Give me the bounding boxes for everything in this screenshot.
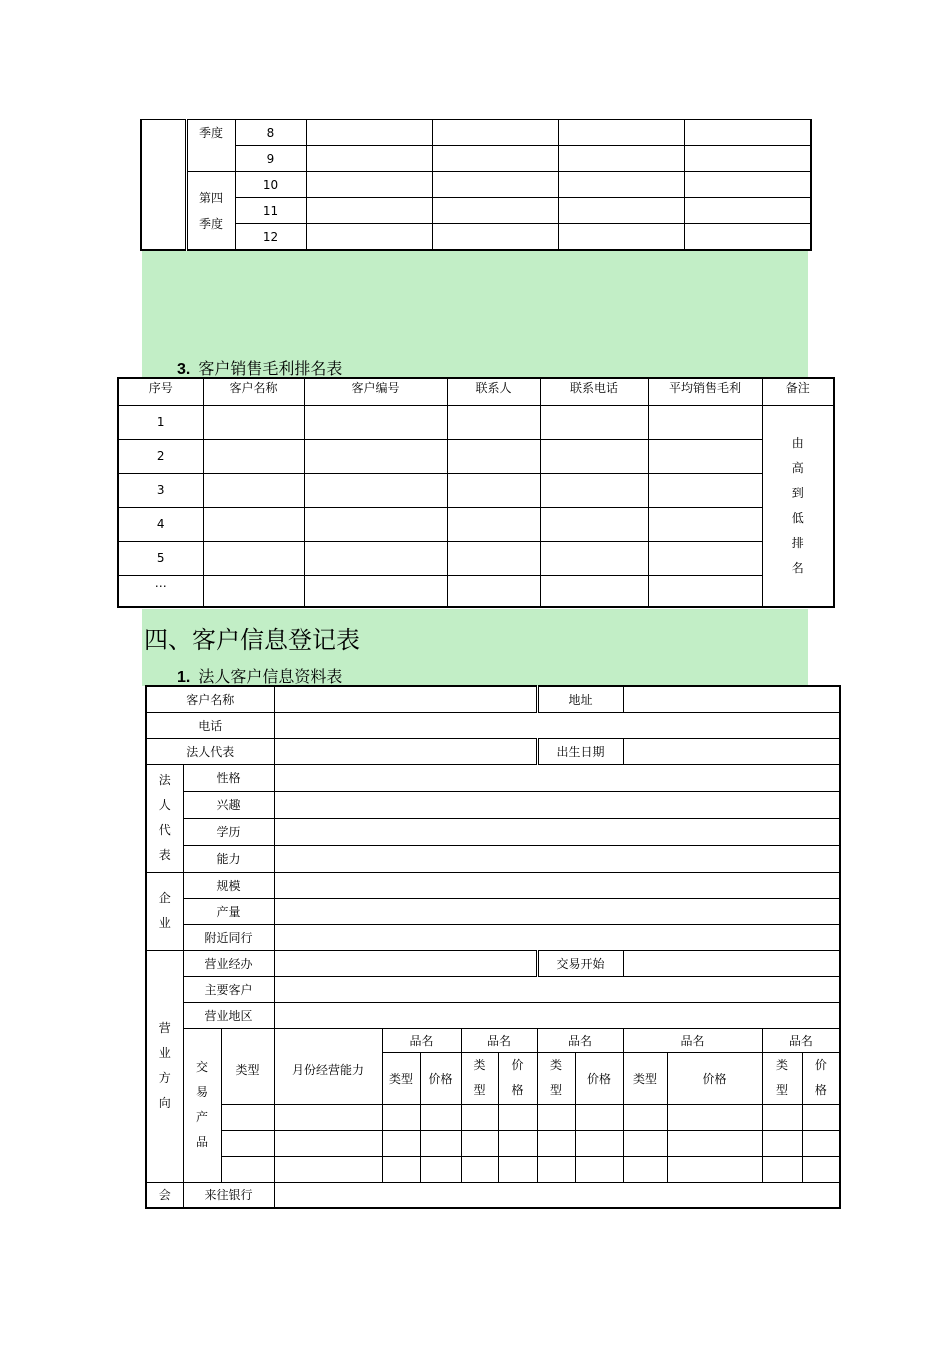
note-cell [762,405,834,607]
rep-value[interactable] [274,764,840,791]
header-avg-margin: 平均销售毛利 [648,378,762,405]
product-cell[interactable] [623,1130,667,1156]
product-cell[interactable] [420,1130,461,1156]
product-cell[interactable] [623,1156,667,1182]
business-scope-value[interactable] [274,950,537,976]
quarter-left-cell [141,120,186,251]
vchar: 方 [158,1071,171,1085]
monthly-capacity-label: 月份经营能力 [274,1028,382,1104]
product-cell[interactable] [802,1156,840,1182]
row-index: 2 [118,439,203,473]
section3-title: 客户销售毛利排名表 [198,359,343,378]
q3-label: 季度 [186,120,235,172]
p1-type: 类型 [382,1052,420,1104]
row-index: … [118,575,203,607]
p1-price: 价格 [420,1052,461,1104]
row-index: 1 [118,405,203,439]
month-cell: 9 [235,146,306,172]
row-index: 3 [118,473,203,507]
address-value[interactable] [623,686,840,712]
note-char: 到 [791,485,804,500]
product-cell[interactable] [498,1104,537,1130]
month-cell: 10 [235,172,306,198]
vchar: 表 [158,848,171,862]
section4-title: 四、客户信息登记表 [144,626,360,654]
product-cell[interactable] [667,1104,762,1130]
product-cell[interactable] [221,1104,274,1130]
legal-rep-label: 法人代表 [146,738,274,764]
vchar: 价 [511,1058,524,1072]
bank-label: 来往银行 [183,1182,274,1208]
p4-price: 价格 [667,1052,762,1104]
section4-sub-title: 法人客户信息资料表 [198,667,343,686]
rep-value[interactable] [274,791,840,818]
product-name-4: 品名 [623,1028,762,1052]
product-cell[interactable] [762,1104,802,1130]
row-index: 5 [118,541,203,575]
product-cell[interactable] [274,1130,382,1156]
note-char: 名 [791,560,804,575]
note-char: 低 [791,510,804,525]
product-cell[interactable] [420,1156,461,1182]
legal-rep-value[interactable] [274,738,537,764]
vchar: 型 [776,1083,789,1097]
vchar: 向 [158,1096,171,1110]
rep-value[interactable] [274,818,840,845]
trade-start-value[interactable] [623,950,840,976]
customer-name-label: 客户名称 [146,686,274,712]
vchar: 代 [158,823,171,837]
product-cell[interactable] [221,1130,274,1156]
q4-label-line1: 第四 [198,190,223,205]
address-label: 地址 [537,686,623,712]
quarter-table [140,119,812,251]
vchar: 企 [158,891,171,905]
q4-label-line2: 季度 [198,216,223,231]
p4-type: 类型 [623,1052,667,1104]
phone-value[interactable] [274,712,840,738]
vchar: 类 [550,1058,563,1072]
vchar: 价 [814,1058,827,1072]
vchar: 品 [195,1135,208,1149]
section3-number: 3. [177,361,191,378]
q4-label [186,172,235,251]
header-index: 序号 [118,378,203,405]
product-cell[interactable] [461,1104,498,1130]
phone-label: 电话 [146,712,274,738]
section4-sub-number: 1. [177,669,191,686]
row-index: 4 [118,507,203,541]
rep-item-interest: 兴趣 [183,791,274,818]
product-cell[interactable] [461,1156,498,1182]
rep-item-personality: 性格 [183,764,274,791]
product-cell[interactable] [575,1156,623,1182]
type-label: 类型 [221,1028,274,1104]
vchar: 格 [814,1083,827,1097]
vchar: 交 [195,1060,208,1074]
p3-price: 价格 [575,1052,623,1104]
product-cell[interactable] [420,1104,461,1130]
birth-date-label: 出生日期 [537,738,623,764]
product-cell[interactable] [274,1156,382,1182]
product-cell[interactable] [382,1156,420,1182]
product-cell[interactable] [537,1104,575,1130]
note-char: 高 [791,460,804,475]
month-cell: 11 [235,198,306,224]
product-cell[interactable] [802,1104,840,1130]
note-char: 排 [791,535,804,550]
rep-item-education: 学历 [183,818,274,845]
note-char: 由 [791,435,804,450]
rep-value[interactable] [274,845,840,872]
enterprise-item-peers: 附近同行 [183,924,274,950]
enterprise-item-output: 产量 [183,898,274,924]
p5-type [762,1052,802,1104]
p5-price [802,1052,840,1104]
vchar: 型 [473,1083,486,1097]
product-name-3: 品名 [537,1028,623,1052]
section4-subheading [177,664,342,687]
main-customers-value[interactable] [274,976,840,1002]
trade-products-vertical [183,1028,221,1182]
p2-price [498,1052,537,1104]
product-cell[interactable] [382,1130,420,1156]
product-cell[interactable] [802,1130,840,1156]
business-area-label: 营业地区 [183,1002,274,1028]
vchar: 产 [195,1110,208,1124]
bank-value[interactable] [274,1182,840,1208]
product-cell[interactable] [498,1156,537,1182]
vchar: 业 [158,1046,171,1060]
header-phone: 联系电话 [540,378,648,405]
enterprise-value[interactable] [274,898,840,924]
vchar: 类 [776,1058,789,1072]
product-cell[interactable] [762,1130,802,1156]
legal-rep-vertical [146,764,183,872]
bank-prefix: 会 [146,1182,183,1208]
vchar: 人 [158,798,171,812]
header-customer-name: 客户名称 [203,378,304,405]
month-cell: 12 [235,224,306,251]
header-customer-id: 客户编号 [304,378,447,405]
customer-info-table [145,685,841,1209]
product-cell[interactable] [575,1130,623,1156]
vchar: 型 [550,1083,563,1097]
enterprise-value[interactable] [274,924,840,950]
product-cell[interactable] [382,1104,420,1130]
product-cell[interactable] [667,1130,762,1156]
main-customers-label: 主要客户 [183,976,274,1002]
vchar: 易 [195,1085,208,1099]
product-cell[interactable] [575,1104,623,1130]
p2-type [461,1052,498,1104]
product-cell[interactable] [623,1104,667,1130]
product-name-1: 品名 [382,1028,461,1052]
product-cell[interactable] [274,1104,382,1130]
product-cell[interactable] [762,1156,802,1182]
product-name-2: 品名 [461,1028,537,1052]
section3-heading [177,356,342,379]
rep-item-ability: 能力 [183,845,274,872]
vchar: 业 [158,916,171,930]
vchar: 法 [158,773,171,787]
product-cell[interactable] [537,1130,575,1156]
vchar: 类 [473,1058,486,1072]
product-cell[interactable] [221,1156,274,1182]
business-vertical [146,950,183,1182]
product-name-5: 品名 [762,1028,840,1052]
customer-name-value[interactable] [274,686,537,712]
header-contact: 联系人 [447,378,540,405]
month-cell: 8 [235,120,306,146]
ranking-table [117,377,835,608]
product-cell[interactable] [461,1130,498,1156]
birth-date-value[interactable] [623,738,840,764]
enterprise-item-scale: 规模 [183,872,274,898]
business-scope-label: 营业经办 [183,950,274,976]
vchar: 格 [511,1083,524,1097]
product-cell[interactable] [667,1156,762,1182]
header-note: 备注 [762,378,834,405]
business-area-value[interactable] [274,1002,840,1028]
enterprise-vertical [146,872,183,950]
product-cell[interactable] [537,1156,575,1182]
vchar: 营 [158,1021,171,1035]
product-cell[interactable] [498,1130,537,1156]
enterprise-value[interactable] [274,872,840,898]
p3-type [537,1052,575,1104]
trade-start-label: 交易开始 [537,950,623,976]
